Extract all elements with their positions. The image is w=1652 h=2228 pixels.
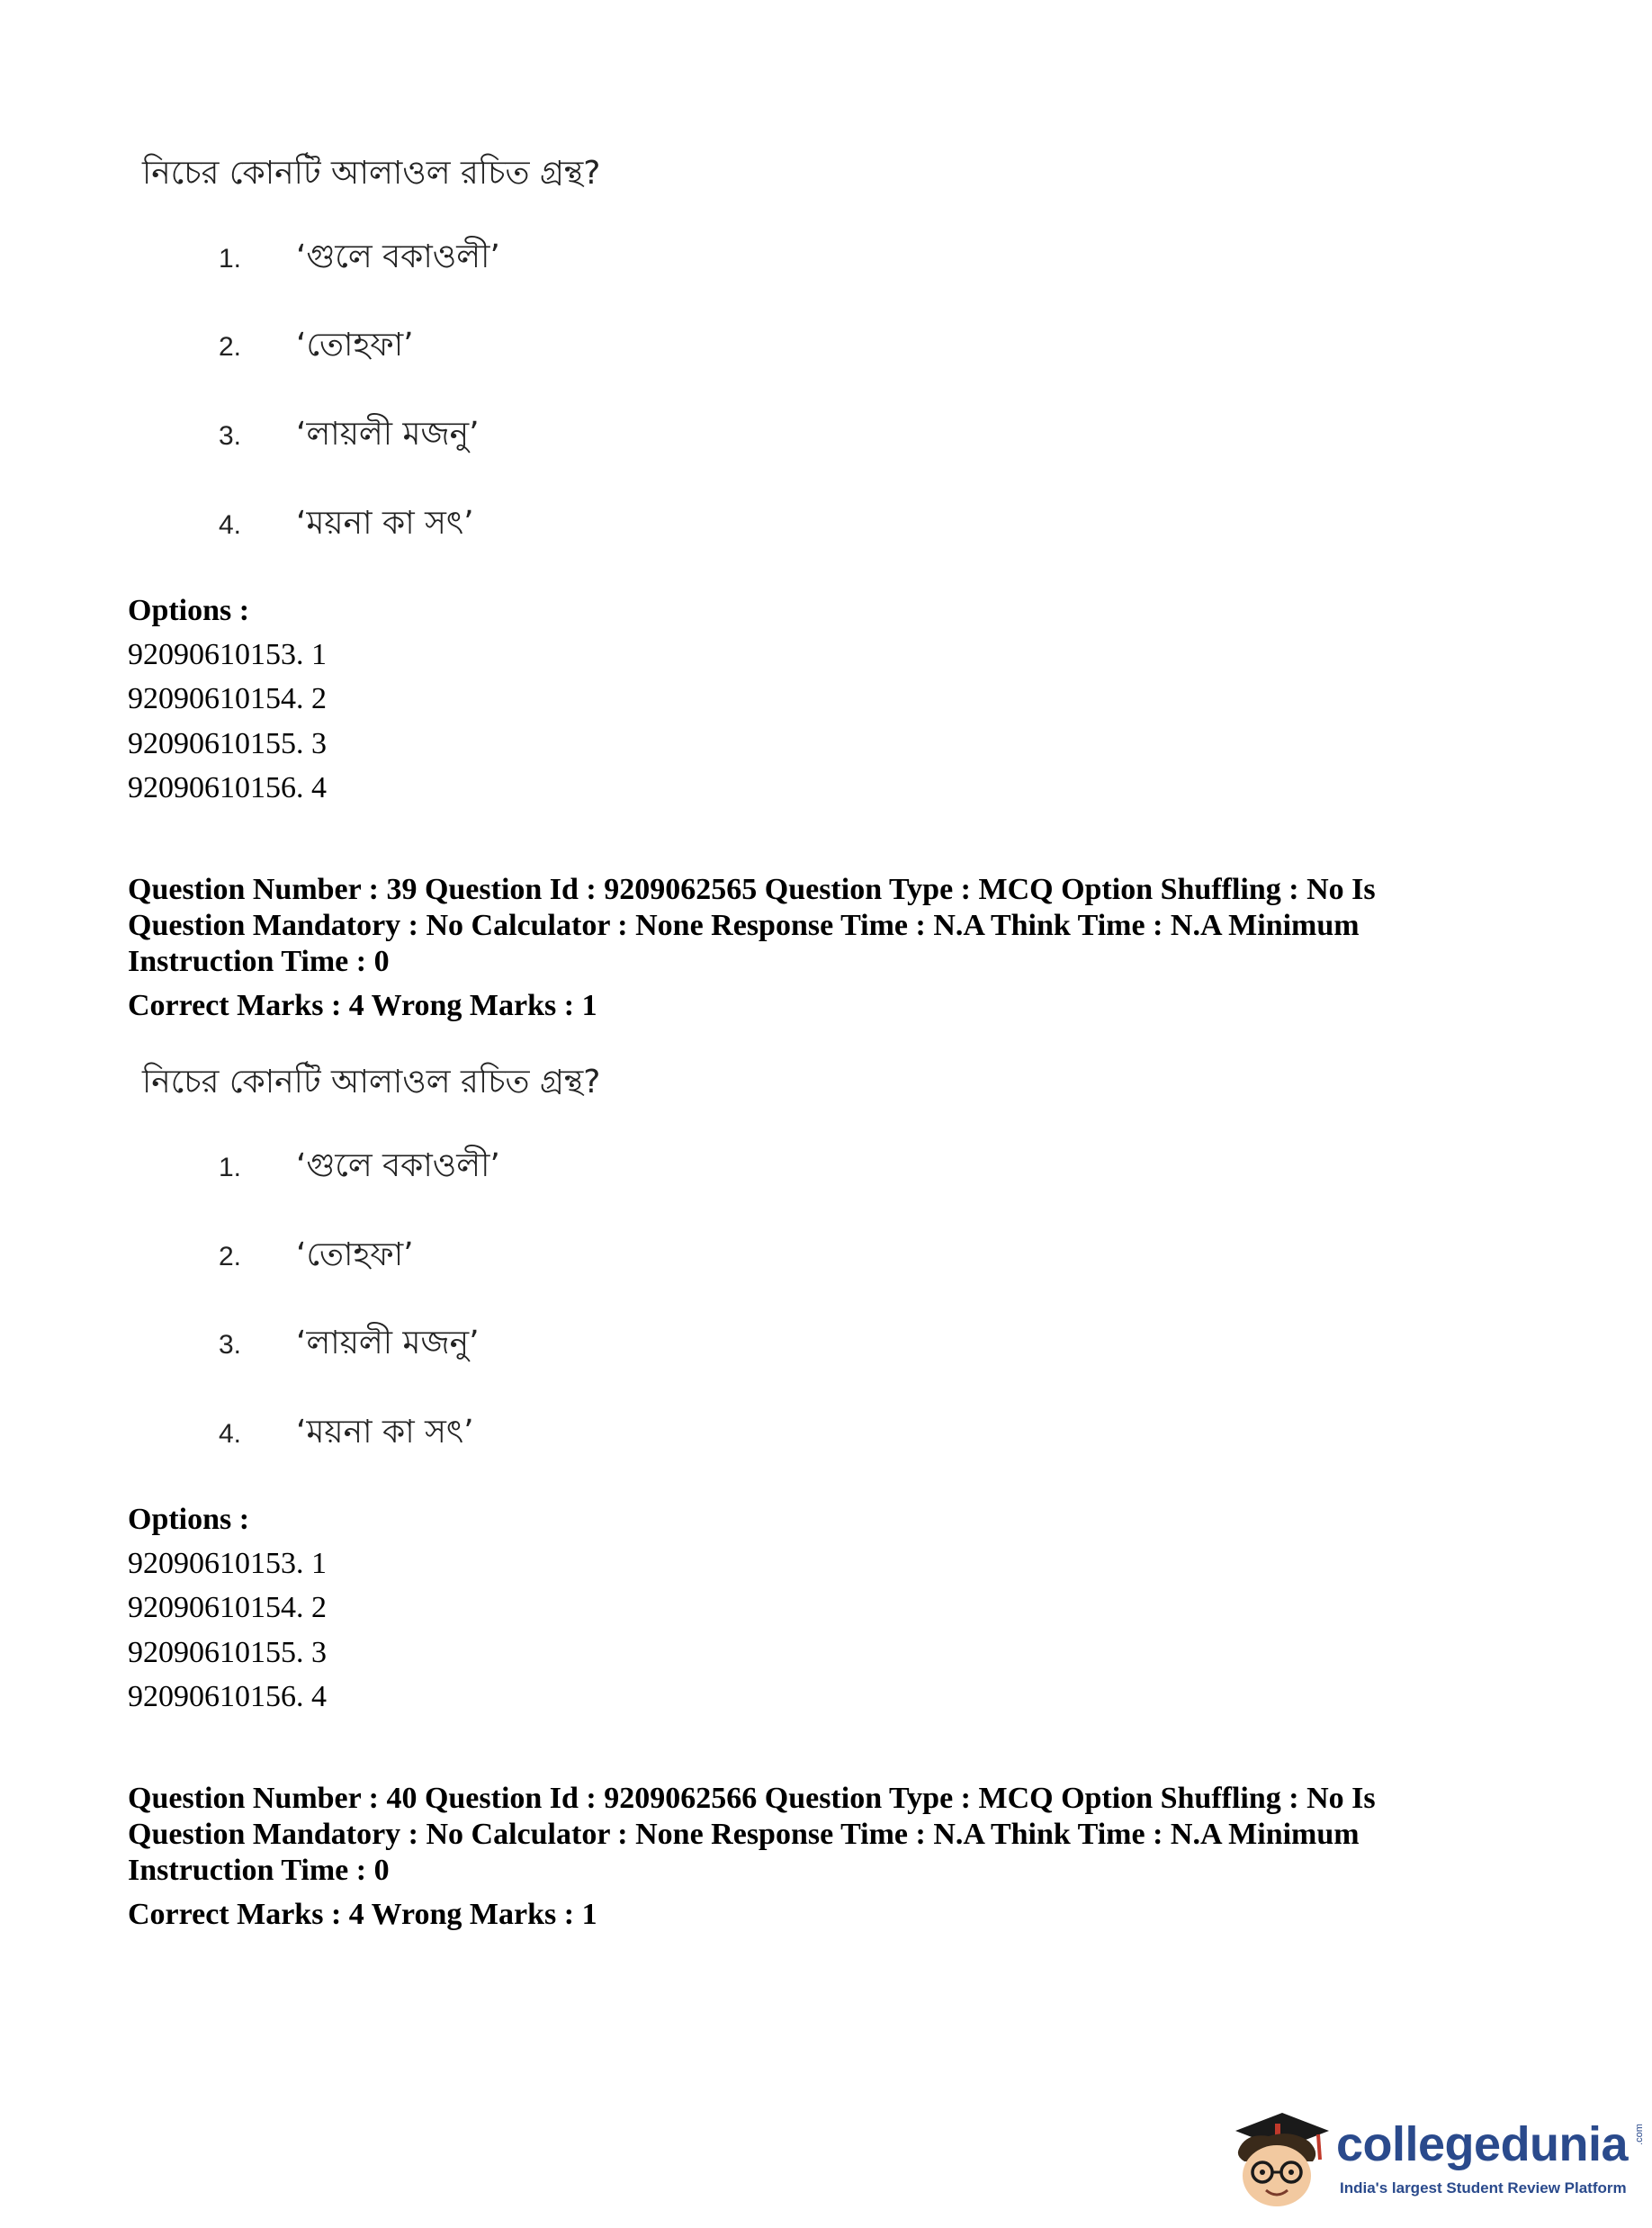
option-id-line: 92090610155. 3 [128, 1636, 327, 1669]
choice-number: 3. [219, 421, 242, 451]
choice-number: 3. [219, 1330, 242, 1360]
question-meta-line: Question Mandatory : No Calculator : None Response Time : N.A Think Time : N.A Minimum [128, 909, 1360, 942]
options-label: Options : [128, 1503, 250, 1536]
option-id-line: 92090610156. 4 [128, 1680, 327, 1713]
logo-tagline: India's largest Student Review Platform [1340, 2179, 1627, 2197]
choice-text: ‘গুলে বকাওলী’ [296, 238, 500, 275]
marks-line: Correct Marks : 4 Wrong Marks : 1 [128, 989, 597, 1022]
option-id-line: 92090610156. 4 [128, 771, 327, 804]
choice-3 [219, 409, 480, 463]
marks-line: Correct Marks : 4 Wrong Marks : 1 [128, 1898, 597, 1931]
choice-3 [219, 1318, 480, 1372]
question-meta-line: Question Mandatory : No Calculator : None Response Time : N.A Think Time : N.A Minimum [128, 1818, 1360, 1851]
question-text: নিচের কোনটি আলাওল রচিত গ্রন্থ? [142, 1064, 601, 1101]
choice-number: 1. [219, 244, 242, 274]
options-label: Options : [128, 594, 250, 627]
choice-text: ‘লায়লী মজনু’ [296, 416, 480, 453]
choice-text: ‘ময়না কা সৎ’ [296, 505, 474, 542]
choice-text: ‘গুলে বকাওলী’ [296, 1147, 500, 1184]
choice-1 [219, 1141, 500, 1195]
question-meta-line: Question Number : 39 Question Id : 9209062565 Question Type : MCQ Option Shuffling : No Is [128, 873, 1376, 906]
choice-text: ‘তোহফা’ [296, 327, 414, 364]
collegedunia-logo[interactable] [1219, 2097, 1645, 2214]
choice-number: 1. [219, 1153, 242, 1182]
choice-text: ‘লায়লী মজনু’ [296, 1325, 480, 1361]
choice-1 [219, 232, 500, 286]
logo-com-suffix: .com [1633, 2124, 1645, 2145]
option-id-line: 92090610154. 2 [128, 682, 327, 715]
option-id-line: 92090610155. 3 [128, 727, 327, 760]
choice-2 [219, 1230, 414, 1284]
choice-4 [219, 499, 474, 553]
choice-number: 4. [219, 1419, 242, 1449]
option-id-line: 92090610153. 1 [128, 638, 327, 671]
choice-number: 2. [219, 332, 242, 362]
question-meta-line: Question Number : 40 Question Id : 9209062566 Question Type : MCQ Option Shuffling : No Is [128, 1782, 1376, 1815]
student-mascot-icon [1219, 2097, 1341, 2214]
choice-2 [219, 320, 414, 374]
option-id-line: 92090610153. 1 [128, 1547, 327, 1580]
choice-4 [219, 1407, 474, 1461]
question-text: নিচের কোনটি আলাওল রচিত গ্রন্থ? [142, 155, 601, 192]
choice-number: 4. [219, 510, 242, 540]
question-meta-line: Instruction Time : 0 [128, 945, 390, 978]
choice-number: 2. [219, 1242, 242, 1271]
choice-text: ‘ময়না কা সৎ’ [296, 1414, 474, 1451]
question-meta-line: Instruction Time : 0 [128, 1854, 390, 1887]
logo-wordmark: collegedunia [1336, 2117, 1629, 2171]
option-id-line: 92090610154. 2 [128, 1591, 327, 1624]
choice-text: ‘তোহফা’ [296, 1236, 414, 1273]
